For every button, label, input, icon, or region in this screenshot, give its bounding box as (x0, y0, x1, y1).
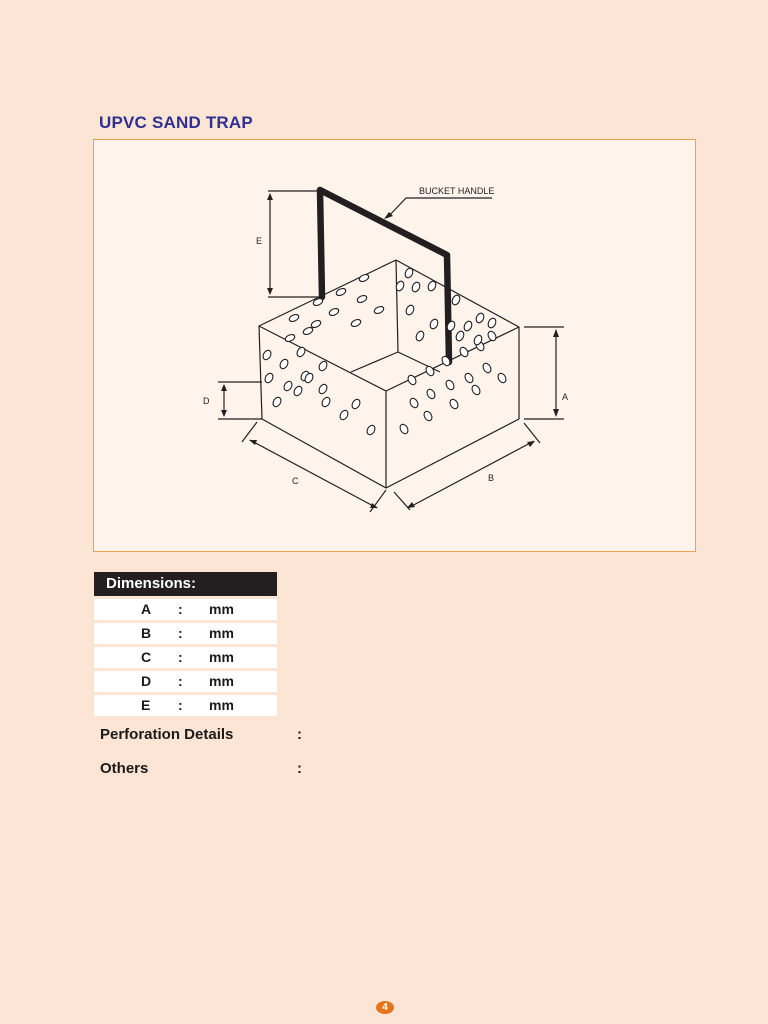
dimension-separator: : (178, 601, 183, 617)
dimension-key: A (141, 601, 152, 617)
perforation-details-separator: : (297, 726, 302, 743)
page-title: UPVC SAND TRAP (99, 113, 253, 132)
sand-trap-drawing (94, 140, 695, 551)
label-e: E (256, 236, 263, 246)
label-c: C (292, 476, 299, 486)
dimension-separator: : (178, 649, 183, 665)
others-separator: : (297, 760, 302, 777)
dimension-separator: : (178, 625, 183, 641)
dimension-unit: mm (209, 697, 234, 713)
bucket-handle (320, 190, 449, 362)
page-number-badge: 4 (376, 1001, 394, 1014)
callout-bucket-handle: BUCKET HANDLE (419, 186, 495, 196)
dimension-unit: mm (209, 649, 234, 665)
others-label: Others (100, 760, 149, 777)
dimension-key: D (141, 673, 152, 689)
perforation-details-label: Perforation Details (100, 726, 234, 743)
dimension-row-d (94, 671, 277, 692)
dimension-row-c (94, 647, 277, 668)
dimension-separator: : (178, 697, 183, 713)
dimension-unit: mm (209, 601, 234, 617)
basket-top-rim (259, 260, 519, 391)
dimension-key: E (141, 697, 151, 713)
perforation-holes (261, 267, 507, 436)
dimension-separator: : (178, 673, 183, 689)
callout-leader (387, 198, 492, 218)
label-a: A (562, 392, 569, 402)
dimension-key: B (141, 625, 152, 641)
dimension-row-a (94, 599, 277, 620)
dimension-key: C (141, 649, 152, 665)
dimension-row-b (94, 623, 277, 644)
label-d: D (203, 396, 210, 406)
dimension-unit: mm (209, 625, 234, 641)
basket-left-face (259, 326, 386, 488)
figure-panel (93, 139, 696, 552)
dimensions-header: Dimensions: (94, 572, 277, 596)
dimension-row-e (94, 695, 277, 716)
dimension-unit: mm (209, 673, 234, 689)
label-b: B (488, 473, 495, 483)
